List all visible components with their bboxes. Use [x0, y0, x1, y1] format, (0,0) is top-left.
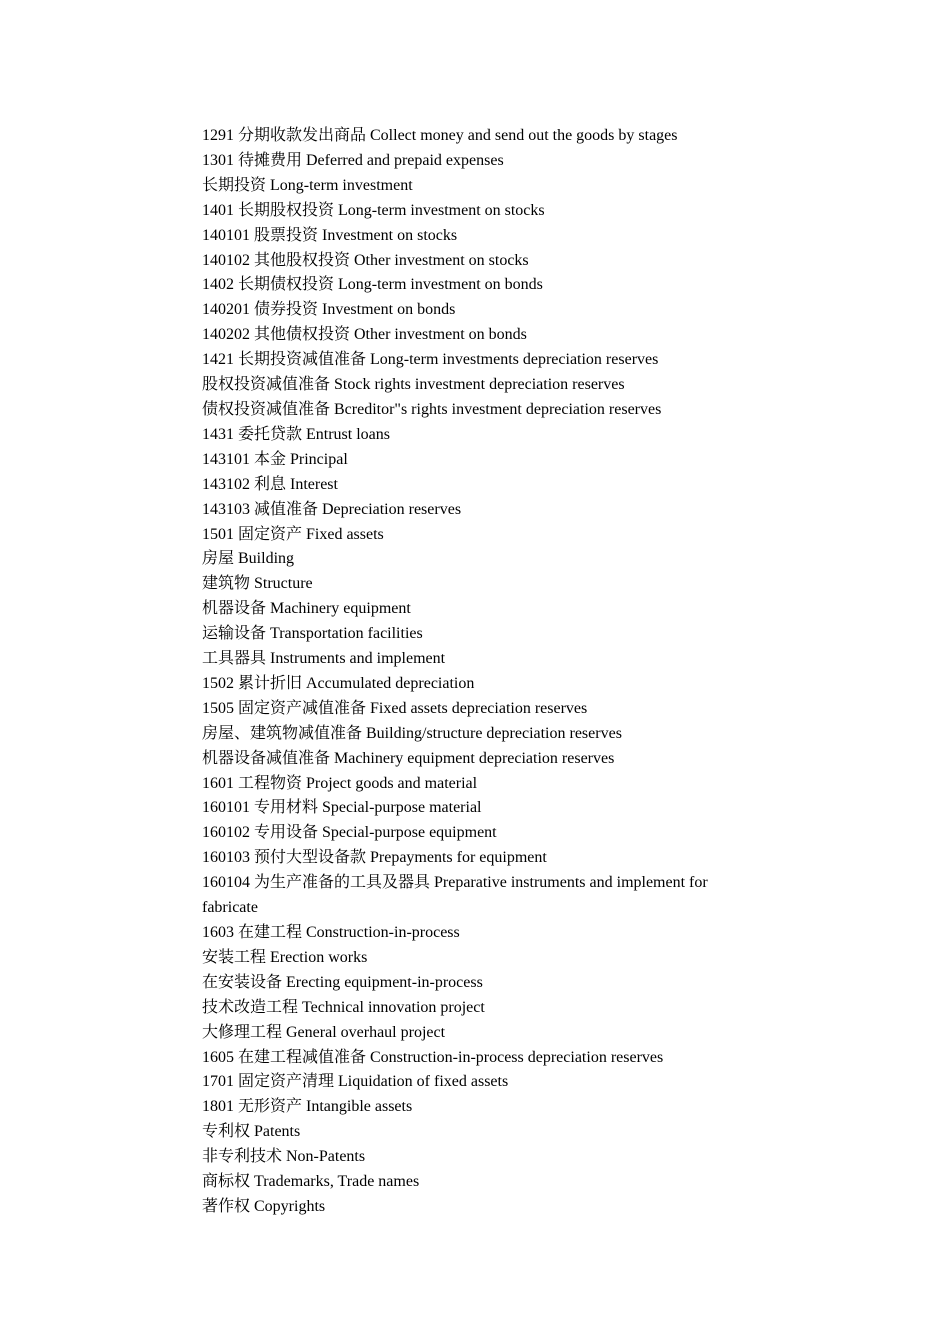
account-list: [202, 124, 750, 1220]
account-line: 著作权 Copyrights: [202, 1197, 326, 1215]
account-line: 非专利技术 Non-Patents: [202, 1148, 366, 1166]
account-line: 1402 长期债权投资 Long-term investment on bonds: [202, 276, 543, 294]
account-line: 140102 其他股权投资 Other investment on stocks: [202, 251, 529, 269]
account-line: 安装工程 Erection works: [202, 948, 368, 966]
account-line: 1301 待摊费用 Deferred and prepaid expenses: [202, 151, 504, 169]
account-line: 140202 其他债权投资 Other investment on bonds: [202, 326, 527, 344]
account-line: 143103 减值准备 Depreciation reserves: [202, 500, 462, 518]
account-line: 1801 无形资产 Intangible assets: [202, 1098, 413, 1116]
account-line: 机器设备减值准备 Machinery equipment depreciation reserves: [202, 749, 615, 767]
account-line: 长期投资 Long-term investment: [202, 176, 413, 194]
account-line: 工具器具 Instruments and implement: [202, 650, 446, 668]
account-line: 大修理工程 General overhaul project: [202, 1023, 446, 1041]
account-line: 143102 利息 Interest: [202, 475, 338, 493]
account-line: 1601 工程物资 Project goods and material: [202, 774, 478, 792]
account-line: 机器设备 Machinery equipment: [202, 600, 411, 618]
account-line: 1431 委托贷款 Entrust loans: [202, 425, 390, 443]
account-line: 在安装设备 Erecting equipment-in-process: [202, 973, 483, 991]
account-line: 建筑物 Structure: [202, 575, 313, 593]
account-line: 160102 专用设备 Special-purpose equipment: [202, 824, 497, 842]
account-line: 160101 专用材料 Special-purpose material: [202, 799, 482, 817]
account-line: 运输设备 Transportation facilities: [202, 625, 423, 643]
account-line: 专利权 Patents: [202, 1123, 301, 1141]
account-line: 1291 分期收款发出商品 Collect money and send out the goods by stages: [202, 127, 678, 144]
account-line: 140201 债券投资 Investment on bonds: [202, 301, 456, 319]
account-line: 1502 累计折旧 Accumulated depreciation: [202, 674, 475, 692]
account-line: 1505 固定资产减值准备 Fixed assets depreciation reserves: [202, 699, 588, 717]
account-line: 1701 固定资产清理 Liquidation of fixed assets: [202, 1073, 509, 1091]
account-line: 技术改造工程 Technical innovation project: [202, 998, 485, 1016]
account-line: 1605 在建工程减值准备 Construction-in-process depreciation reserves: [202, 1048, 664, 1066]
account-line: 1603 在建工程 Construction-in-process: [202, 924, 460, 941]
account-line: 160104 为生产准备的工具及器具 Preparative instruments and implement for fabricate: [202, 874, 708, 917]
account-line: 140101 股票投资 Investment on stocks: [202, 226, 458, 244]
account-line: 1421 长期投资减值准备 Long-term investments depreciation reserves: [202, 351, 659, 369]
account-line: 商标权 Trademarks, Trade names: [202, 1173, 420, 1191]
account-line: 债权投资减值准备 Bcreditor"s rights investment depreciation reserves: [202, 400, 662, 418]
account-line: 143101 本金 Principal: [202, 450, 348, 468]
account-line: 160103 预付大型设备款 Prepayments for equipment: [202, 849, 547, 867]
account-line: 1501 固定资产 Fixed assets: [202, 525, 384, 543]
account-line: 股权投资减值准备 Stock rights investment depreciation reserves: [202, 376, 625, 394]
account-line: 房屋、建筑物减值准备 Building/structure depreciation reserves: [202, 724, 622, 742]
account-line: 房屋 Building: [202, 550, 295, 568]
account-line: 1401 长期股权投资 Long-term investment on stocks: [202, 201, 545, 219]
